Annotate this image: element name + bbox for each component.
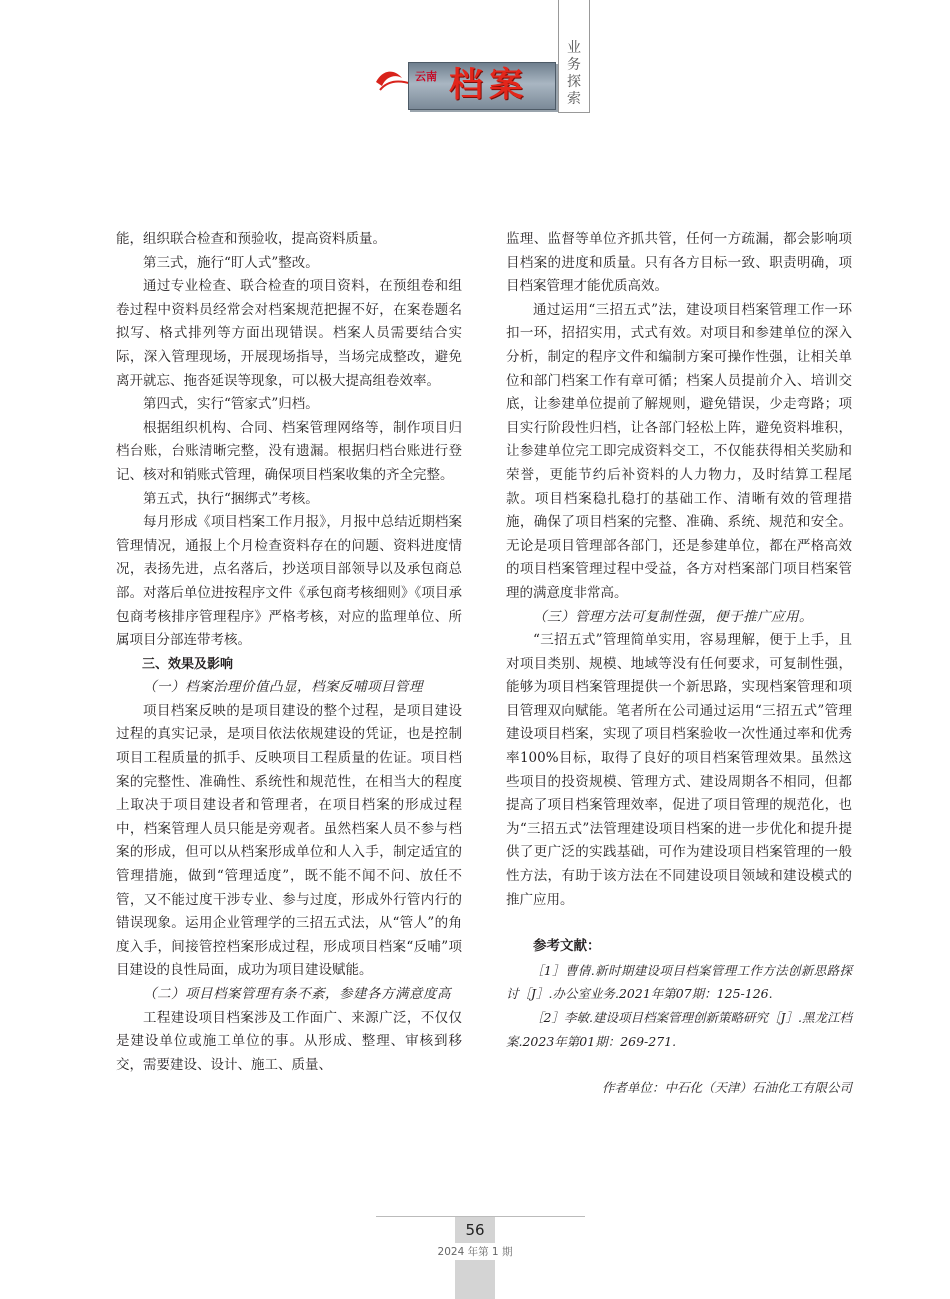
paragraph: 监理、监督等单位齐抓共管，任何一方疏漏，都会影响项目档案的进度和质量。只有各方目标一致、职责明确，项目档案管理才能优质高效。 — [506, 231, 852, 295]
author-affiliation: 作者单位：中石化（天津）石油化工有限公司 — [601, 1080, 852, 1096]
subsection-heading: （一）档案治理价值凸显，档案反哺项目管理 — [143, 679, 423, 696]
references-heading: 参考文献： — [533, 938, 601, 955]
reference-item: ［2］李敏.建设项目档案管理创新策略研究［J］.黑龙江档案.2023年第01期：269-271. — [506, 1010, 852, 1049]
right-column — [506, 228, 852, 1100]
section-tab — [558, 0, 590, 113]
paragraph: 通过运用“三招五式”法，建设项目档案管理工作一环扣一环，招招实用，式式有效。对项目和参建单位的深入分析，制定的程序文件和编制方案可操作性强，让相关单位和部门档案工作有章可循；档案人员提前介入、培训交底，让参建单位提前了解规则，避免错误，少走弯路；项目实行阶段性归档，让各部门轻松上阵，避免资料堆积，让参建单位完工即完成资料交工，不仅能获得相关奖励和荣誉，更能节约后补资料的人力物力，及时结算工程尾款。项目档案稳扎稳打的基础工作、清晰有效的管理措施，确保了项目档案的完整、准确、系统、规范和安全。无论是项目管理部各部门，还是参建单位，都在严格高效的项目档案管理过程中受益，各方对档案部门项目档案管理的满意度非常高。 — [506, 301, 852, 601]
section-heading: 三、效果及影响 — [142, 656, 234, 672]
paragraph: “三招五式”管理简单实用，容易理解，便于上手，且对项目类别、规模、地域等没有任何要求，可复制性强，能够为项目档案管理提供一个新思路，实现档案管理和项目管理双向赋能。笔者所在公司通过运用“三招五式”管理建设项目档案，实现了项目档案验收一次性通过率和优秀率100%目标，取得了良好的项目档案管理效果。虽然这些项目的投资规模、管理方式、建设周期各不相同，但都提高了项目档案管理效率，促进了项目管理的规范化，也为“三招五式”法管理建设项目档案的进一步优化和提升提供了更广泛的实践基础，可作为建设项目档案管理的一般性方法，有助于该方法在不同建设项目领域和建设模式的推广应用。 — [506, 632, 852, 908]
paragraph: 工程建设项目档案涉及工作面广、来源广泛，不仅仅是建设单位或施工单位的事。从形成、整理、审核到移交，需要建设、设计、施工、质量、 — [116, 1009, 462, 1073]
logo-box — [408, 62, 556, 110]
left-column — [116, 228, 462, 1077]
journal-logo — [372, 52, 562, 112]
page-number: 56 — [455, 1217, 495, 1243]
subsection-heading: （三）管理方法可复制性强，便于推广应用。 — [533, 608, 813, 625]
paragraph: 项目档案反映的是项目建设的整个过程，是项目建设过程的真实记录，是项目依法依规建设的凭证，也是控制项目工程质量的抓手、反映项目工程质量的佐证。项目档案的完整性、准确性、系统性和规范性，在相当大的程度上取决于项目建设者和管理者，在项目档案的形成过程中，档案管理人员只能是旁观者。虽然档案人员不参与档案的形成，但可以从档案形成单位和人入手，制定适宜的管理措施，做到“管理适度”，既不能不闻不问、放任不管，又不能过度干涉专业、参与过度，形成外行管内行的错误现象。运用企业管理学的三招五式法，从“管人”的角度入手，间接管控档案形成过程，形成项目档案“反哺”项目建设的良性局面，成功为项目建设赋能。 — [116, 702, 462, 979]
issue-label: 2024 年第 1 期 — [437, 1246, 513, 1258]
subsection-heading: （二）项目档案管理有条不紊，参建各方满意度高 — [143, 986, 451, 1002]
method-heading: 第四式，实行“管家式”归档。 — [143, 396, 319, 413]
method-heading: 第三式，施行“盯人式”整改。 — [143, 254, 319, 271]
method-heading: 第五式，执行“捆绑式”考核。 — [143, 490, 319, 507]
paragraph: 根据组织机构、合同、档案管理网络等，制作项目归档台账，台账清晰完整，没有遗漏。根据归档台账进行登记、核对和销账式管理，确保项目档案收集的齐全完整。 — [116, 419, 462, 483]
paragraph: 每月形成《项目档案工作月报》，月报中总结近期档案管理情况，通报上个月检查资料存在的问题、资料进度情况，表扬先进，点名落后，抄送项目部领导以及承包商总部。对落后单位进按程序文件《承包商考核细则》《项目承包商考核排序管理程序》严格考核，对应的监理单位、所属项目分部连带考核。 — [116, 514, 462, 649]
logo-province: 云南 — [415, 70, 437, 83]
reference-item: ［1］曹倩.新时期建设项目档案管理工作方法创新思路探讨［J］.办公室业务.2021年第07期：125-126. — [506, 962, 852, 1002]
footer-bar — [455, 1260, 495, 1299]
section-label: 业务探索 — [567, 40, 581, 107]
logo-title: 档案 — [449, 65, 529, 105]
paragraph: 通过专业检查、联合检查的项目资料，在预组卷和组卷过程中资料员经常会对档案规范把握不好，在案卷题名拟写、格式排列等方面出现错误。档案人员需要结合实际，深入管理现场，开展现场指导，当场完成整改，避免离开就忘、拖沓延误等现象，可以极大提高组卷效率。 — [116, 278, 462, 389]
paragraph: 能，组织联合检查和预验收，提高资料质量。 — [116, 231, 386, 247]
